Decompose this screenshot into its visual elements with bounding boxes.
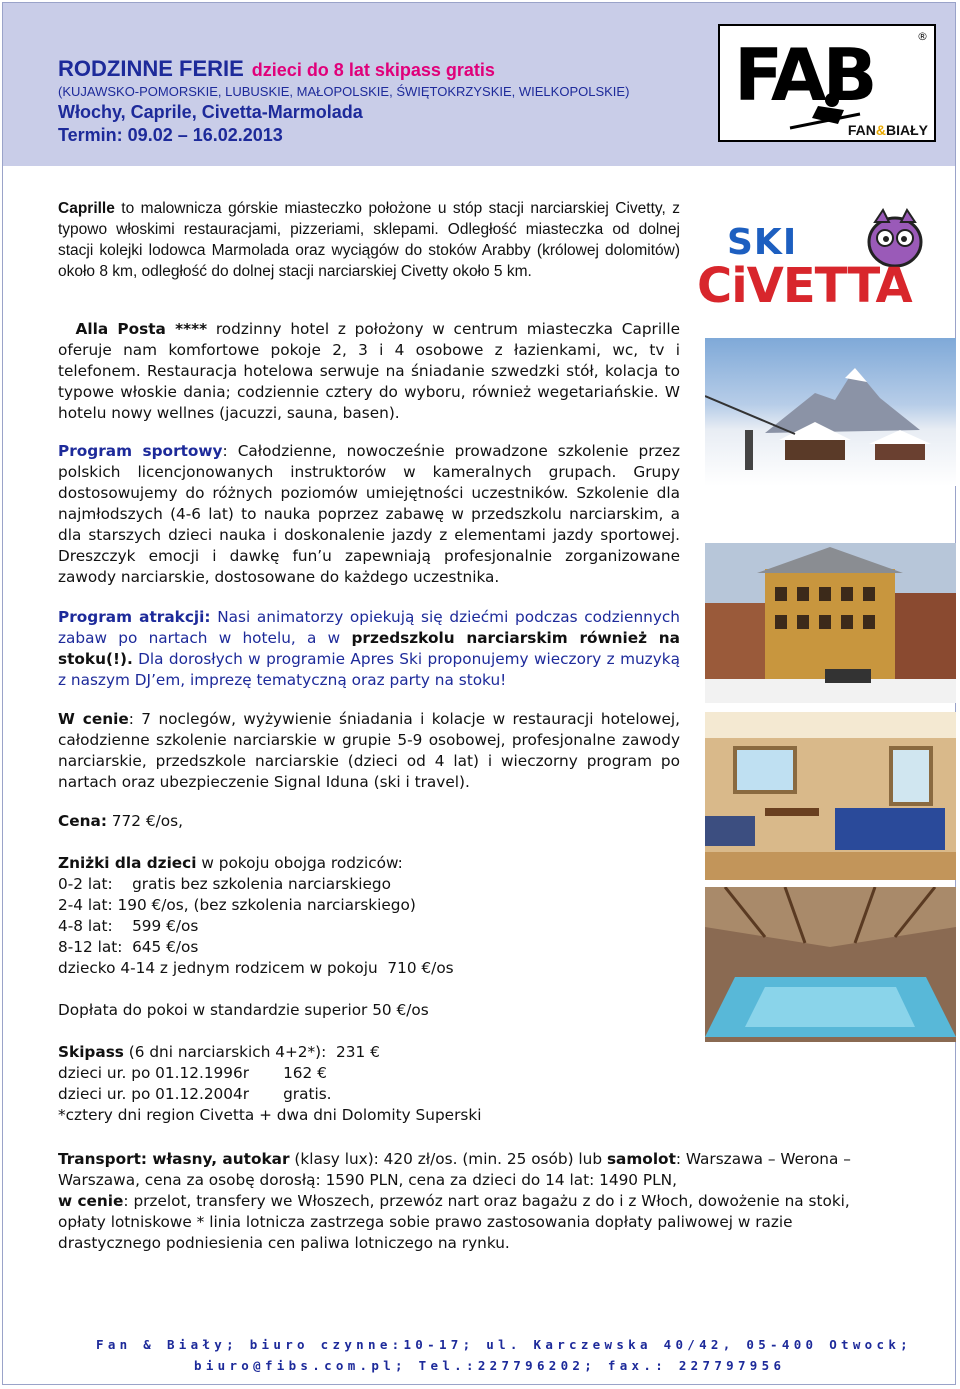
skipass-line: (6 dni narciarskich 4+2*): 231 € (123, 1043, 380, 1061)
page-title (58, 56, 629, 83)
transport-included-lead: w cenie (58, 1192, 124, 1210)
discount-item: 2-4 lat: 190 €/os, (bez szkolenia narciarskiego) (58, 896, 416, 914)
logo-letters: FAB (734, 33, 874, 117)
photo-ski-slope (705, 338, 956, 486)
discount-item: 0-2 lat: gratis bez szkolenia narciarskiego (58, 875, 391, 893)
price-value: 772 €/os, (106, 812, 183, 830)
footer-address: Fan & Biały; biuro czynne:10-17; ul. Karczewska 40/42, 05-400 Otwock; (96, 1337, 912, 1352)
skipass-lead: Skipass (58, 1043, 124, 1061)
discount-item: 4-8 lat: 599 €/os (58, 917, 199, 935)
mountain-icon (705, 338, 956, 486)
hotel-text: rodzinny hotel z położony w centrum miasteczka Caprille oferuje nam komfortowe pokoje 2, 3 i 4 osobowe z łazienkami, wc, tv i telefonem. Restauracja hotelowa serwuje na śniadanie szwedzki stół, kolacja to typowe włoskie dania; codziennie cztery do wyboru, również wegetariańskie. W hotelu nowy wellnes (jacuzzi, sauna, basen). (58, 320, 680, 422)
skipass-line: dzieci ur. po 01.12.1996r 162 € (58, 1064, 327, 1082)
skipass-line: dzieci ur. po 01.12.2004r gratis. (58, 1085, 332, 1103)
title-sub: dzieci do 8 lat skipass gratis (251, 60, 495, 80)
logo-brand (848, 122, 928, 138)
fab-logo (718, 24, 936, 142)
photo-hotel (705, 543, 956, 703)
ski-word: SKI (727, 222, 798, 263)
transport-block (58, 1149, 888, 1254)
skipass-line: *cztery dni region Civetta + dwa dni Dolomity Superski (58, 1106, 482, 1124)
skipass-block (58, 1042, 918, 1126)
superior-text: Dopłata do pokoi w standardzie superior 50 €/os (58, 1001, 429, 1019)
footer-phone-email: biuro@fibs.com.pl; Tel.:227796202; fax.: 227797956 (194, 1358, 786, 1373)
brand-fan: FAN (847, 122, 876, 138)
price-label: Cena: (58, 812, 107, 830)
brand-amp: & (875, 122, 886, 138)
hotel-building-icon (705, 543, 956, 703)
brand-bialy: BIAŁY (886, 122, 928, 138)
discount-item: 8-12 lat: 645 €/os (58, 938, 199, 956)
hotel-lead: Alla Posta **** (75, 320, 208, 338)
discounts-block (58, 853, 918, 979)
transport-text-1: (klasy lux): 420 zł/os. (min. 25 osób) lub (289, 1150, 607, 1168)
attractions-text-2: Dla dorosłych w programie Apres Ski proponujemy wieczory z muzyką z naszym DJ’em, imprezę tematyczną oraz party na stoku! (58, 650, 680, 689)
ski-civetta-logo (697, 200, 956, 325)
intro-text: to malownicza górskie miasteczko położone u stóp stacji narciarskiej Civetty, z typowo włoskimi restauracjami, pizzeriami, sklepami. Odległość miasteczka od dolnej stacji kolejki lodowca Marmolada oraz wyciągów do stoków Arabby (królowej dolomitów) około 8 km, odległość do dolnej stacji narciarskiej Civetty około 5 km. (58, 200, 680, 280)
included-lead: W cenie (58, 710, 129, 728)
location-line: Włochy, Caprile, Civetta-Marmolada (58, 102, 363, 122)
superior-line (58, 1000, 918, 1021)
attractions-bold: przedszkolu narciarskim również na stoku(!). (58, 629, 680, 668)
discounts-lead: Zniżki dla dzieci (58, 854, 197, 872)
sport-lead: Program sportowy (58, 442, 223, 460)
transport-included-text: : przelot, transfery we Włoszech, przewóz nart oraz bagażu z do i z Włoch, dowożenie na stoki, opłaty lotniskowe * linia lotnicza zastrzega sobie prawo zastosowania dopłaty paliwowej w razie drastycznego podniesienia cen paliwa lotniczego na rynku. (58, 1192, 850, 1252)
included-paragraph (58, 709, 680, 793)
transport-plane: samolot (606, 1150, 676, 1168)
term-line: Termin: 09.02 – 16.02.2013 (58, 125, 283, 145)
price-line (58, 811, 918, 832)
sport-text: : Całodzienne, nowocześnie prowadzone szkolenie przez polskich licencjonowanych instruktorów w kameralnych grupach. Grupy dostosowujemy do różnych poziomów umiejętności uczestników. Szkolenie dla najmłodszych (4-6 lat) to nauka poprzez zabawę w przedszkolu narciarskim, a dla starszych dzieci nauka i doskonalenie jazdy z elementami jazdy sportowej. Dreszczyk emocji i dawkę fun’u zapewniają profesjonalnie zorganizowane zawody narciarskie, dostosowane do każdego uczestnika. (58, 442, 680, 586)
regions-line: (KUJAWSKO-POMORSKIE, LUBUSKIE, MAŁOPOLSKIE, ŚWIĘTOKRZYSKIE, WIELKOPOLSKIE) (58, 84, 630, 99)
included-text: : 7 noclegów, wyżywienie śniadania i kolacje w restauracji hotelowej, całodzienne szkolenie narciarskie w grupie 5-9 osobowej, profesjonalne zawody narciarskie, przedszkole narciarskie (dzieci od 4 lat) i wieczorny program po nartach oraz ubezpieczenie Signal Iduna (ski i travel). (58, 710, 680, 791)
transport-text-2: : Warszawa – Werona – Warszawa, cena za osobę dorosłą: 1590 PLN, cena za dzieci do 14 lat: 1490 PLN, (58, 1150, 851, 1189)
hotel-paragraph (58, 319, 680, 424)
title-main: RODZINNE FERIE (58, 56, 244, 81)
registered-mark: ® (917, 30, 928, 43)
attractions-paragraph (58, 607, 680, 691)
discount-item: dziecko 4-14 z jednym rodzicem w pokoju 710 €/os (58, 959, 454, 977)
transport-lead: Transport: własny, autokar (58, 1150, 290, 1168)
footer-contact (96, 1334, 912, 1376)
intro-lead: Caprille (58, 200, 115, 217)
header-text (58, 56, 629, 147)
intro-paragraph (58, 198, 680, 282)
discounts-intro: w pokoju obojga rodziców: (196, 854, 403, 872)
sport-paragraph (58, 441, 680, 588)
civetta-word: CiVETTA (697, 258, 912, 314)
attractions-lead: Program atrakcji: (58, 608, 211, 626)
attractions-text-1: Nasi animatorzy opiekują się dziećmi podczas codziennych zabaw po nartach w hotelu, a w (58, 608, 680, 647)
